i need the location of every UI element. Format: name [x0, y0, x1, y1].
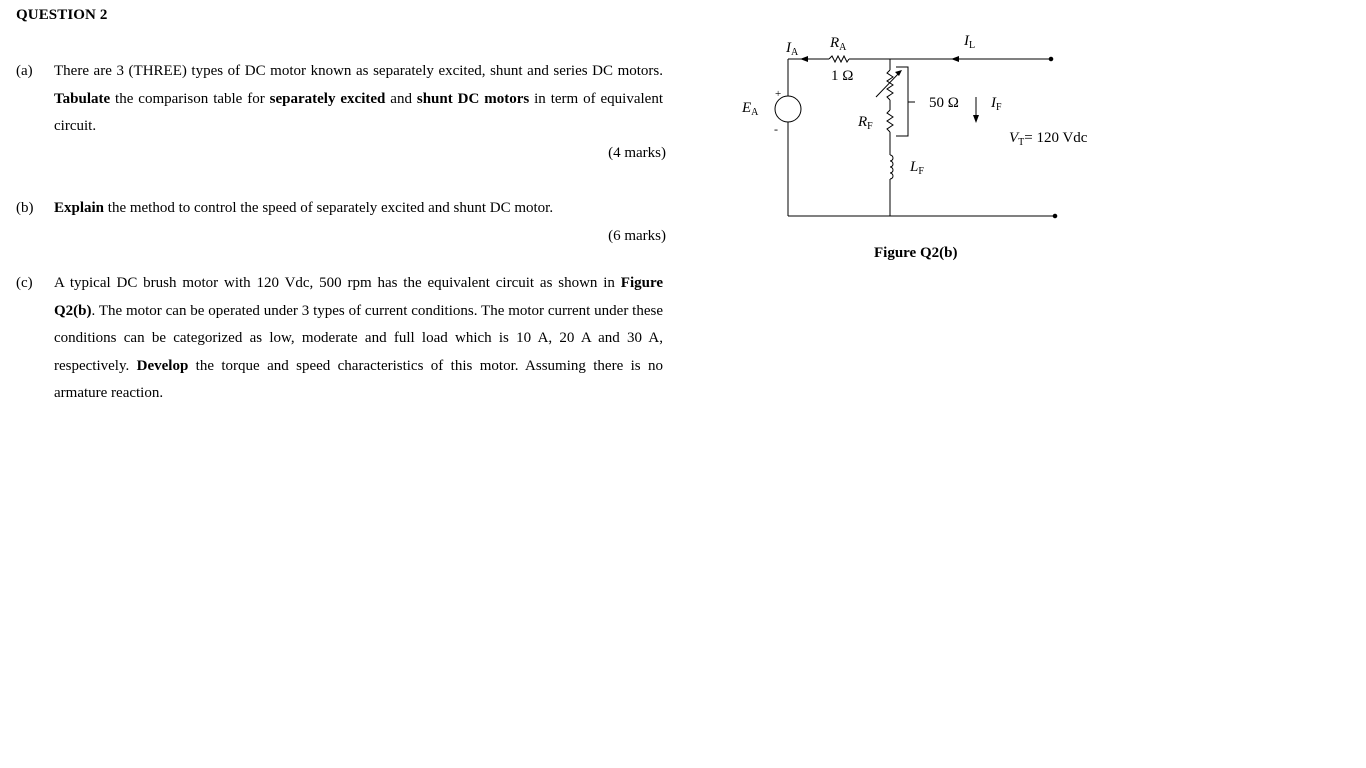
- minus-sign: -: [774, 122, 778, 136]
- question-title: QUESTION 2: [16, 7, 108, 23]
- if-label: $I_F$: [991, 95, 1002, 113]
- terminal-bottom: [1053, 214, 1057, 218]
- field-resistor: [887, 110, 893, 132]
- body-text: . The motor can be operated under 3 types of current conditions. The motor current under these conditions can be categorized as low, moderate and full load which is 10 A, 20 A and 30 A, respectively.: [54, 302, 663, 374]
- field-inductor: [890, 155, 893, 179]
- rheostat-arrowhead: [895, 70, 902, 76]
- emphasis-text: separately excited: [269, 90, 386, 107]
- if-arrowhead: [973, 115, 979, 123]
- ra-label: $R_A$: [830, 35, 847, 53]
- emphasis-text: Tabulate: [54, 90, 111, 107]
- emphasis-text: Develop: [136, 357, 189, 374]
- armature-resistor: [829, 56, 849, 62]
- il-arrow: [951, 56, 959, 62]
- question-c-text: [54, 270, 663, 408]
- terminal-top: [1049, 57, 1053, 61]
- body-text: the comparison table for: [110, 90, 270, 107]
- question-a-label: (a): [16, 63, 33, 79]
- question-b-marks: (6 marks): [608, 228, 666, 244]
- question-a-marks: (4 marks): [608, 145, 666, 161]
- emphasis-text: shunt DC motors: [416, 90, 530, 107]
- emphasis-text: Figure Q2(b): [54, 275, 663, 319]
- ra-value: 1 Ω: [831, 68, 854, 84]
- rf-value: 50 Ω: [929, 95, 959, 111]
- body-text: There are 3 (THREE) types of DC motor known as separately excited, shunt and series DC motors.: [54, 63, 663, 79]
- ea-label: $E_A$: [742, 100, 759, 118]
- question-b-text: [54, 195, 663, 223]
- body-text: the method to control the speed of separately excited and shunt DC motor.: [104, 200, 554, 216]
- question-a-text: [54, 58, 663, 141]
- rf-label: $R_F$: [858, 114, 873, 132]
- emphasis-text: Explain: [54, 200, 105, 216]
- vt-label: $V_T= 120$ Vdc: [1009, 130, 1088, 148]
- il-label: $I_L$: [964, 33, 976, 51]
- body-text: the torque and speed characteristics of this motor. Assuming there is no armature reaction.: [54, 357, 663, 401]
- body-text: A typical DC brush motor with 120 Vdc, 500 rpm has the equivalent circuit as shown in: [54, 275, 621, 291]
- rf-bracket: [896, 67, 908, 136]
- question-b-label: (b): [16, 200, 34, 216]
- question-c-label: (c): [16, 275, 33, 291]
- body-text: in term of equivalent circuit.: [54, 90, 663, 134]
- figure-caption: Figure Q2(b): [874, 245, 958, 261]
- body-text: and: [385, 90, 417, 107]
- plus-sign: +: [775, 88, 782, 100]
- rheostat-arrow-line: [876, 72, 900, 97]
- ia-label: $I_A$: [786, 40, 799, 58]
- circuit-diagram: [730, 28, 1110, 228]
- lf-label: $L_F$: [910, 159, 924, 177]
- ia-arrow: [800, 56, 808, 62]
